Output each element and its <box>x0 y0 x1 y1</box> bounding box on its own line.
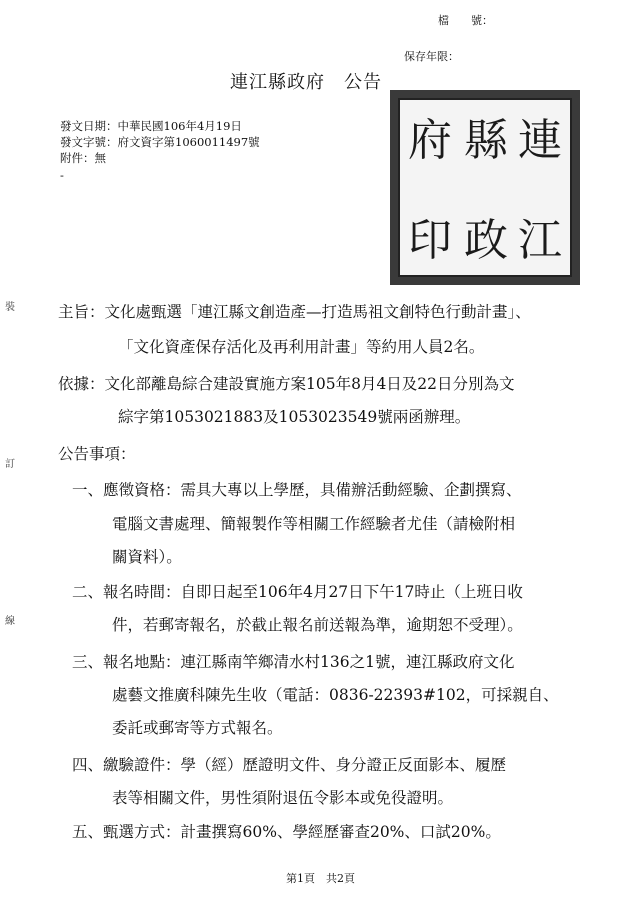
document-number: 發文字號：府文資字第1060011497號 <box>60 135 260 149</box>
notice-item-line: 二、報名時間：自即日起至106年4月27日下午17時止（上班日收 <box>72 583 523 601</box>
retention-period-label: 保存年限： <box>404 50 459 63</box>
dash-mark: - <box>60 168 64 182</box>
binding-mark-stitch: 訂 <box>5 459 15 470</box>
attachment: 附件：無 <box>60 151 106 165</box>
seal-inner <box>398 98 572 277</box>
seal-character: 印 <box>408 215 452 266</box>
subject-line: 「文化資產保存活化及再利用計畫」等約用人員2名。 <box>118 338 485 356</box>
basis-line: 依據：文化部離島綜合建設實施方案105年8月4日及22日分別為文 <box>58 375 515 393</box>
notice-item-line: 四、繳驗證件：學（經）歷證明文件、身分證正反面影本、履歷 <box>72 756 507 774</box>
seal-character: 縣 <box>464 115 508 166</box>
notice-item-line: 一、應徵資格：需具大專以上學歷，具備辦活動經驗、企劃撰寫、 <box>72 481 522 499</box>
notice-item-line: 五、甄選方式：計畫撰寫60%、學經歷審查20%、口試20%。 <box>72 823 501 841</box>
subject-line: 主旨：文化處甄選「連江縣文創造產—打造馬祖文創特色行動計畫」、 <box>58 303 531 321</box>
official-seal <box>390 90 580 285</box>
issue-date: 發文日期：中華民國106年4月19日 <box>60 119 242 133</box>
basis-line: 綜字第1053021883及1053023549號兩函辦理。 <box>118 408 471 426</box>
notice-item-line: 件，若郵寄報名，於截止報名前送報為準，逾期恕不受理）。 <box>112 616 523 634</box>
notice-item-line: 委託或郵寄等方式報名。 <box>112 719 283 737</box>
document-title: 連江縣政府 公告 <box>230 72 382 93</box>
seal-character: 連 <box>518 115 562 166</box>
notice-item-line: 關資料）。 <box>112 548 182 566</box>
notice-item-line: 處藝文推廣科陳先生收（電話：0836-22393#102，可採親自、 <box>112 686 559 704</box>
binding-mark-bind: 裝 <box>5 302 15 313</box>
seal-character: 江 <box>518 215 562 266</box>
seal-character: 府 <box>408 115 452 166</box>
file-number-label: 檔 號： <box>438 14 493 27</box>
binding-mark-line: 線 <box>5 616 15 627</box>
notice-heading: 公告事項： <box>58 445 136 463</box>
page-info: 第1頁 共2頁 <box>286 872 355 885</box>
notice-item-line: 表等相關文件，男性須附退伍令影本或免役證明。 <box>112 789 454 807</box>
seal-character: 政 <box>464 215 508 266</box>
notice-item-line: 電腦文書處理、簡報製作等相關工作經驗者尤佳（請檢附相 <box>112 515 516 533</box>
notice-item-line: 三、報名地點：連江縣南竿鄉清水村136之1號，連江縣政府文化 <box>72 653 515 671</box>
